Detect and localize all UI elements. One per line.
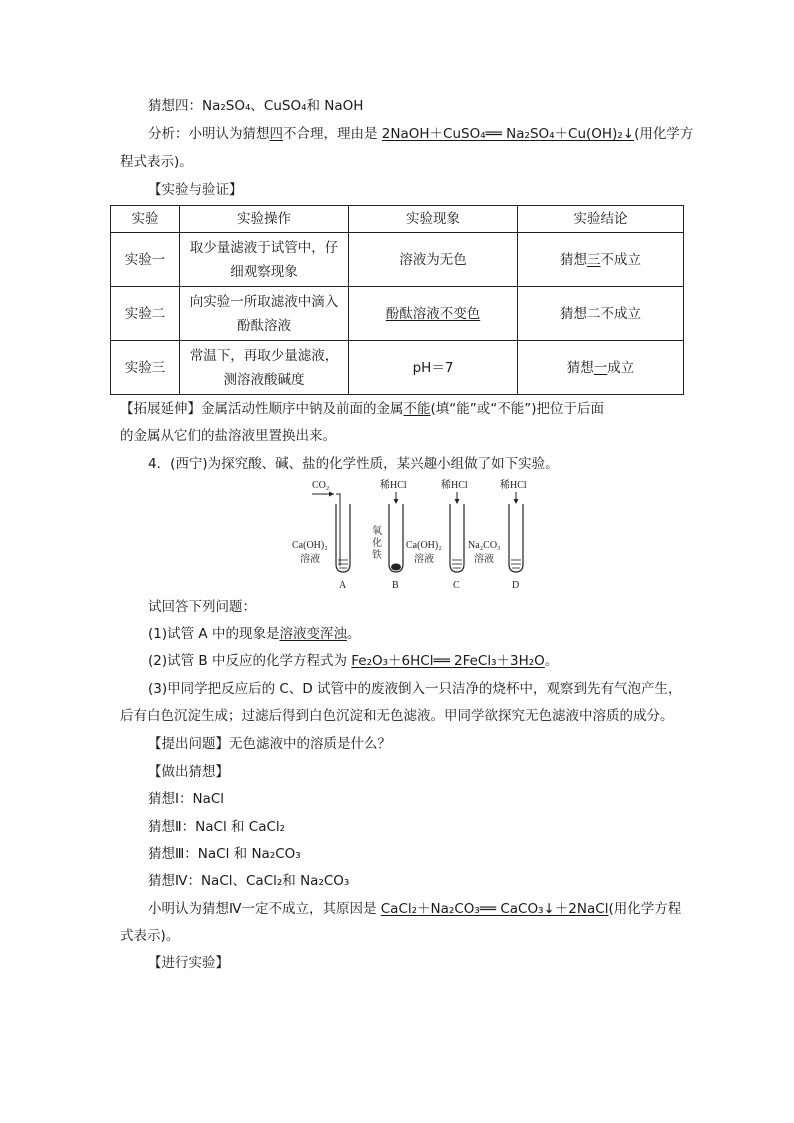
cell-conclusion: [518, 287, 684, 341]
conclusion-line2: 式表示)。: [120, 928, 180, 944]
concl-pre: 猜想: [560, 251, 587, 268]
acid-label-c: 稀HCl: [441, 480, 468, 491]
table-header: 实验现象: [349, 206, 518, 233]
c-solution-2: 溶液: [414, 554, 434, 565]
q2-equation: Fe₂O₃＋6HCl══ 2FeCl₃＋3H₂O: [351, 653, 545, 669]
concl-blank: 三: [587, 251, 601, 268]
acid-label-b: 稀HCl: [380, 480, 407, 491]
label-b: B: [392, 580, 399, 591]
analysis-line2: 程式表示)。: [120, 154, 193, 170]
tube-c: [406, 478, 468, 591]
extension-prefix: 【拓展延伸】金属活动性顺序中钠及前面的金属: [120, 401, 404, 417]
a-solution-2: 溶液: [300, 554, 320, 565]
cell-name: 实验二: [111, 287, 180, 341]
op-line: 细观察现象: [230, 263, 298, 280]
table-header: 实验: [111, 206, 180, 233]
concl-post: 不成立: [600, 251, 641, 268]
q3-line1: (3)甲同学把反应后的 C、D 试管中的废液倒入一只洁净的烧杯中，观察到先有气泡产生，: [148, 681, 682, 697]
raise-question: 【提出问题】无色滤液中的溶质是什么？: [148, 736, 391, 752]
table-header-row: [111, 206, 684, 233]
table-row: [111, 233, 684, 287]
cell-operation: [180, 233, 349, 287]
extension-suffix: (填“能”或“不能”)把位于后面: [430, 401, 605, 417]
concl-post: 成立: [607, 359, 635, 376]
label-c: C: [453, 580, 460, 591]
hypothesis-1: 猜想Ⅰ：NaCl: [148, 791, 225, 807]
q2-suffix: 。: [544, 653, 559, 669]
op-line: 取少量滤液于试管中，仔: [189, 239, 339, 256]
cell-name: 实验三: [111, 341, 180, 395]
op-line: 常温下，再取少量滤液，: [189, 347, 339, 364]
acid-label-d: 稀HCl: [500, 480, 527, 491]
op-line: 向实验一所取滤液中滴入: [189, 293, 339, 310]
table-header: 实验操作: [180, 206, 349, 233]
analysis-blank: 四: [269, 126, 283, 142]
question-4: 4．(西宁)为探究酸、碱、盐的化学性质，某兴趣小组做了如下实验。: [148, 456, 559, 472]
cell-phenomenon: pH＝7: [349, 341, 518, 395]
cell-name: 实验一: [111, 233, 180, 287]
op-line: 酚酞溶液: [237, 317, 291, 334]
table-header: 实验结论: [518, 206, 684, 233]
hypothesis-3: 猜想Ⅲ：NaCl 和 Na₂CO₃: [148, 846, 301, 862]
tube-a: [292, 480, 350, 591]
b-solid-2: 化: [372, 538, 382, 549]
analysis-mid: 不合理，理由是: [283, 126, 382, 142]
cell-operation: [180, 341, 349, 395]
q2-prefix: (2)试管 B 中反应的化学方程式为: [148, 653, 352, 669]
op-line: 测溶液酸碱度: [223, 371, 305, 388]
q2-line: [148, 651, 558, 671]
extension-blank: 不能: [403, 401, 431, 417]
d-solution-1: Na₂CO₃: [468, 540, 501, 551]
cell-phenomenon: 溶液为无色: [349, 233, 518, 287]
test-tube-figure: [290, 476, 540, 594]
q1-prefix: (1)试管 A 中的现象是: [148, 626, 280, 642]
cell-conclusion: [518, 233, 684, 287]
q1-line: [148, 624, 360, 644]
b-solid-1: 氧: [372, 526, 382, 537]
conclusion-line: [148, 899, 681, 919]
analysis-equation: 2NaOH＋CuSO₄══ Na₂SO₄＋Cu(OH)₂↓: [381, 126, 635, 142]
b-solid-3: 铁: [372, 550, 382, 561]
d-solution-2: 溶液: [474, 554, 494, 565]
analysis-prefix: 分析：小明认为猜想: [148, 126, 270, 142]
hypothesis-4: 猜想Ⅳ：NaCl、CaCl₂和 Na₂CO₃: [148, 873, 350, 889]
section-verify: 【实验与验证】: [148, 182, 243, 198]
experiment-table: [110, 205, 684, 395]
extension-line: [120, 399, 604, 419]
cell-conclusion: [518, 341, 684, 395]
label-a: A: [339, 580, 347, 591]
table-row: [111, 341, 684, 395]
q1-blank: 溶液变浑浊: [279, 626, 347, 642]
conclusion-prefix: 小明认为猜想Ⅳ一定不成立，其原因是: [148, 901, 381, 917]
q3-line2: 后有白色沉淀生成；过滤后得到白色沉淀和无色滤液。甲同学欲探究无色滤液中溶质的成分。: [120, 708, 674, 724]
c-solution-1: Ca(OH)₂: [406, 540, 442, 551]
a-solution-1: Ca(OH)₂: [292, 540, 328, 551]
q1-suffix: 。: [346, 626, 361, 642]
hypothesis-2: 猜想Ⅱ：NaCl 和 CaCl₂: [148, 819, 286, 835]
tube-d: [468, 478, 527, 591]
cell-operation: [180, 287, 349, 341]
table-row: [111, 287, 684, 341]
answer-intro: 试回答下列问题：: [148, 599, 256, 615]
conclusion-suffix: (用化学方程: [608, 901, 682, 917]
concl-blank: 一: [593, 359, 608, 376]
analysis-line: [148, 124, 693, 144]
analysis-suffix: (用化学方: [634, 126, 694, 142]
extension-line2: 的金属从它们的盐溶液里置换出来。: [120, 428, 336, 444]
conclusion-equation: CaCl₂＋Na₂CO₃══ CaCO₃↓＋2NaCl: [380, 901, 609, 917]
concl-pre: 猜想二不成立: [560, 305, 641, 322]
guess-four: 猜想四：Na₂SO₄、CuSO₄和 NaOH: [148, 98, 364, 114]
hypothesis-title: 【做出猜想】: [148, 764, 229, 780]
label-d: D: [512, 580, 520, 591]
tube-b: [372, 478, 407, 591]
co2-label: CO₂: [312, 480, 330, 491]
cell-phenomenon: [349, 287, 518, 341]
phen-underlined: 酚酞溶液不变色: [385, 305, 481, 322]
experiment-title: 【进行实验】: [148, 955, 229, 971]
concl-pre: 猜想: [566, 359, 594, 376]
